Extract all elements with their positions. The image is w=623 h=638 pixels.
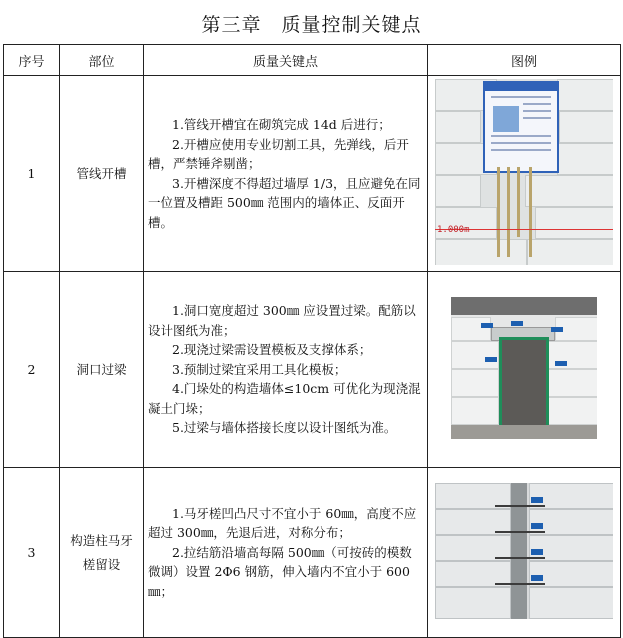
row-part: 构造柱马牙槎留设 [60,468,144,638]
key-point: 1.管线开槽宜在砌筑完成 14d 后进行； [172,117,391,132]
table-header-row [4,45,621,76]
key-point: 1.马牙槎凹凸尺寸不宜小于 60㎜，高度不应超过 300㎜，先退后进，对称分布； [148,505,417,541]
header-part: 部位 [60,45,144,76]
header-key-points: 质量关键点 [144,45,428,76]
quality-control-table [3,44,621,638]
key-point: 5.过梁与墙体搭接长度以设计图纸为准。 [172,420,397,436]
row-key-points [144,76,428,272]
door-opening [499,337,549,429]
table-row [4,76,621,272]
elevation-mark: 1.000m [437,225,470,235]
tie-column-photo [435,483,613,619]
key-point: 3.开槽深度不得超过墙厚 1/3，且应避免在同一位置及槽距 500㎜ 范围内的墙体正、反面开槽。 [148,175,421,230]
notice-board-icon [483,81,559,173]
header-number: 序号 [4,45,60,76]
header-illustration: 图例 [428,45,621,76]
row-number: 1 [4,76,60,272]
table-row [4,468,621,638]
key-point: 4.门垛处的构造墙体≤10cm 可优化为现浇混凝土门垛； [148,381,421,416]
page-title: 第三章 质量控制关键点 [201,14,422,36]
row-key-points [144,272,428,468]
illustration-cell [428,272,621,468]
row-number: 3 [4,468,60,638]
key-point: 1.洞口宽度超过 300㎜ 应设置过梁。配筋以设计图纸为准； [148,303,416,338]
row-part: 管线开槽 [60,76,144,272]
key-point: 2.现浇过梁需设置模板及支撑体系； [172,342,372,358]
row-key-points [144,468,428,638]
key-point: 2.开槽应使用专业切割工具，先弹线，后开槽，严禁锤斧剔凿； [148,136,409,171]
tie-column [511,483,527,619]
table-row [4,272,621,468]
wall-chasing-photo [435,79,613,265]
row-part: 洞口过梁 [60,272,144,468]
key-point: 2.拉结筋沿墙高每隔 500㎜（可按砖的模数微调）设置 2Φ6 钢筋，伸入墙内不宜小于 600㎜； [148,544,412,599]
lintel-opening-photo [451,297,597,439]
illustration-cell [428,468,621,638]
key-point: 3.预制过梁宜采用工具化模板； [172,361,347,377]
row-number: 2 [4,272,60,468]
illustration-cell [428,76,621,272]
